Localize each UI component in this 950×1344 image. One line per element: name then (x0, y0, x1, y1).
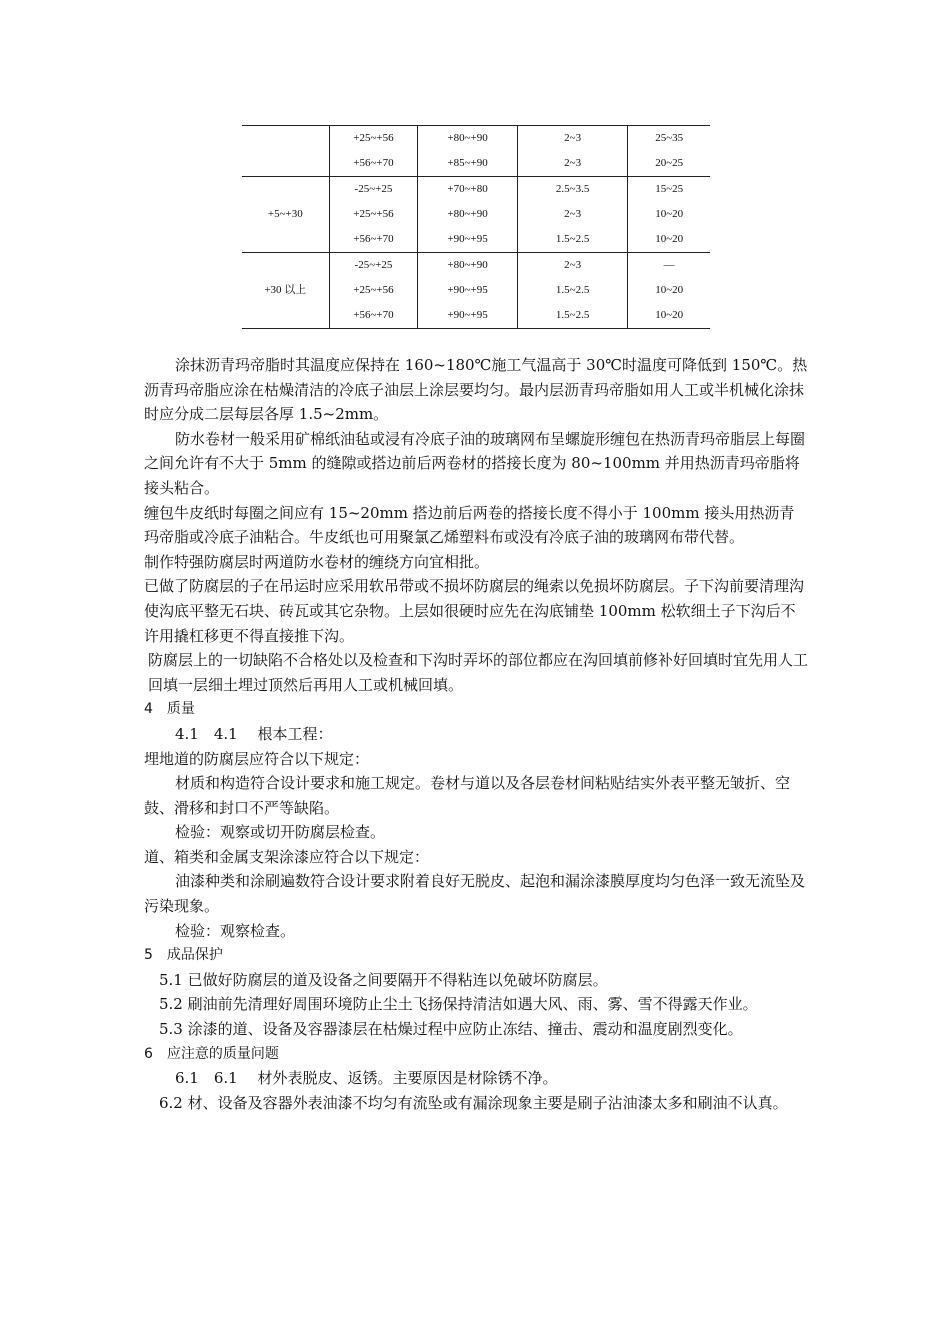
table-cell: +90~+95 (418, 303, 518, 329)
table-cell: +90~+95 (418, 227, 518, 253)
table-row-label (242, 227, 329, 253)
table-row (242, 202, 710, 227)
table-row-label (242, 177, 329, 203)
paragraph: 制作特强防腐层时两道防水卷材的缠绕方向宜相批。 (144, 552, 490, 571)
table-row-label: +30 以上 (242, 278, 329, 303)
table-cell: +25~+56 (329, 278, 418, 303)
table-cell: +80~+90 (418, 202, 518, 227)
spec-table-body (242, 126, 710, 329)
paragraph: 油漆种类和涂刷遍数符合设计要求附着良好无脱皮、起泡和漏涂漆膜厚度均匀色泽一致无流坠及污染现象。 (144, 872, 806, 916)
table-row (242, 177, 710, 203)
table-cell: 2.5~3.5 (517, 177, 627, 203)
table-cell: 10~20 (628, 303, 710, 329)
table-row-label (242, 151, 329, 177)
table-cell: 2~3 (517, 126, 627, 152)
table-row-label (242, 303, 329, 329)
paragraph: 埋地道的防腐层应符合以下规定： (144, 749, 370, 768)
table-cell: 20~25 (628, 151, 710, 177)
table-cell: 2~3 (517, 253, 627, 279)
table-cell: +56~+70 (329, 151, 418, 177)
paragraph: 涂抹沥青玛帝脂时其温度应保持在 160~180℃施工气温高于 30℃时温度可降低到 150℃。热沥青玛帝脂应涂在枯燥清洁的冷底子油层上涂层要均匀。最内层沥青玛帝脂如用人工或半机械化涂抹时应分成二层每层各厚 1.5~2mm。 (144, 356, 808, 424)
table-cell: +25~+56 (329, 202, 418, 227)
table-cell: +90~+95 (418, 278, 518, 303)
table-cell: 2~3 (517, 202, 627, 227)
section-heading: 5 成品保护 (144, 947, 223, 964)
table-cell: +80~+90 (418, 253, 518, 279)
table-cell: 10~20 (628, 227, 710, 253)
section-heading: 4 质量 (144, 701, 195, 718)
table-cell: +85~+90 (418, 151, 518, 177)
table-row-label (242, 253, 329, 279)
table-cell: +56~+70 (329, 227, 418, 253)
table-cell: 10~20 (655, 208, 684, 220)
table-cell: 1.5~2.5 (517, 278, 627, 303)
paragraph: 防水卷材一般采用矿棉纸油毡或浸有冷底子油的玻璃网布呈螺旋形缠包在热沥青玛帝脂层上每圈之间允许有不大于 5mm 的缝隙或搭边前后两卷材的搭接长度为 80~100mm 并用热沥青玛帝脂将接头粘合。 (144, 429, 806, 497)
paragraph: 材质和构造符合设计要求和施工规定。卷材与道以及各层卷材间粘贴结实外表平整无皱折、空鼓、滑移和封口不严等缺陷。 (144, 774, 791, 817)
table-row-label: +5~+30 (242, 202, 329, 227)
table-cell: -25~+25 (329, 177, 418, 203)
paragraph: 检验：观察检查。 (175, 921, 296, 940)
table-cell: 2~3 (517, 151, 627, 177)
paragraph: 6.2 材、设备及容器外表油漆不均匀有流坠或有漏涂现象主要是刷子沾油漆太多和刷油不认真。 (159, 1093, 788, 1112)
table-cell: +25~+56 (329, 126, 418, 152)
table-row (242, 151, 710, 177)
paragraph: 已做了防腐层的子在吊运时应采用软吊带或不损坏防腐层的绳索以免损坏防腐层。子下沟前要清理沟使沟底平整无石块、砖瓦或其它杂物。上层如很硬时应先在沟底铺垫 100mm 松软细土子下沟后不许用撬杠移更不得直接推下沟。 (144, 577, 805, 645)
paragraph: 6.1 6.1 材外表脱皮、返锈。主要原因是材除锈不净。 (175, 1069, 558, 1088)
table-cell: — (628, 253, 710, 279)
paragraph: 5.1 已做好防腐层的道及设备之间要隔开不得粘连以免破坏防腐层。 (159, 970, 608, 989)
table-row (242, 278, 710, 303)
table-cell: 15~25 (628, 177, 710, 203)
paragraph: 5.3 涂漆的道、设备及容器漆层在枯燥过程中应防止冻结、撞击、震动和温度剧烈变化。 (159, 1020, 743, 1039)
table-cell: +56~+70 (329, 303, 418, 329)
table-row-label (242, 126, 329, 152)
table-cell: -25~+25 (329, 253, 418, 279)
table-row (242, 227, 710, 253)
paragraph: 防腐层上的一切缺陷不合格处以及检查和下沟时弄坏的部位都应在沟回填前修补好回填时宜先用人工回填一层细土埋过顶然后再用人工或机械回填。 (148, 651, 809, 694)
table-cell: +80~+90 (418, 126, 518, 152)
paragraph: 4.1 4.1 根本工程： (175, 724, 333, 743)
table-cell: 1.5~2.5 (517, 303, 627, 329)
table-row (242, 303, 710, 329)
paragraph: 5.2 刷油前先清理好周围环境防止尘土飞扬保持清洁如遇大风、雨、雾、雪不得露天作业。 (159, 995, 758, 1014)
table-cell: 1.5~2.5 (517, 227, 627, 253)
spec-table (242, 125, 710, 329)
paragraph: 道、箱类和金属支架涂漆应符合以下规定： (144, 847, 430, 866)
section-heading: 6 应注意的质量问题 (144, 1045, 279, 1062)
table-cell: 25~35 (628, 126, 710, 152)
paragraph: 缠包牛皮纸时每圈之间应有 15~20mm 搭边前后两卷的搭接长度不得小于 100mm 接头用热沥青玛帝脂或冷底子油粘合。牛皮纸也可用聚氯乙烯塑料布或没有冷底子油的玻璃网布带代替。 (144, 503, 795, 547)
document-body (144, 353, 809, 1115)
table-row (242, 126, 710, 152)
table-cell: 10~20 (655, 284, 684, 296)
table-row (242, 253, 710, 279)
paragraph: 检验：观察或切开防腐层检查。 (175, 823, 386, 842)
table-cell: +70~+80 (418, 177, 518, 203)
